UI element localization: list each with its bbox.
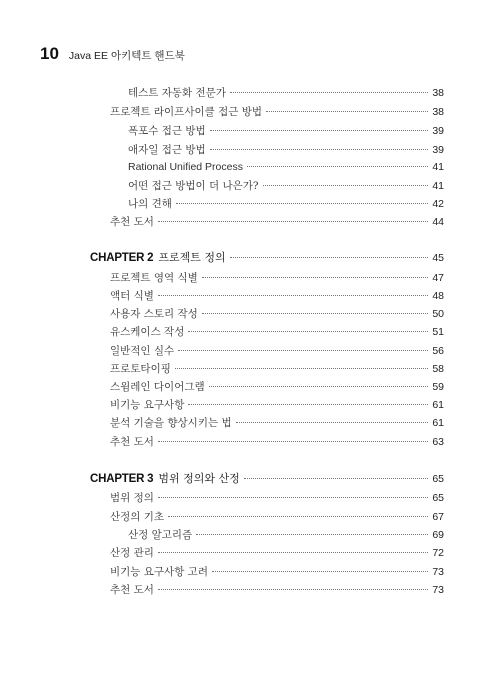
dot-leader bbox=[202, 313, 428, 314]
chapter-title: 프로젝트 정의 bbox=[158, 251, 226, 264]
dot-leader bbox=[176, 203, 428, 204]
toc-entry: 추천 도서 44 bbox=[110, 216, 444, 228]
toc-entry: 사용자 스토리 작성 50 bbox=[110, 308, 444, 320]
toc-page-number: 72 bbox=[432, 547, 444, 559]
toc-entry: 폭포수 접근 방법 39 bbox=[128, 125, 444, 137]
toc-page-number: 69 bbox=[432, 529, 444, 541]
toc-entry: 추천 도서 63 bbox=[110, 436, 444, 448]
toc-entry: 프로젝트 영역 식별 47 bbox=[110, 272, 444, 284]
dot-leader bbox=[158, 441, 428, 442]
dot-leader bbox=[210, 149, 429, 150]
toc-page-number: 59 bbox=[432, 381, 444, 393]
dot-leader bbox=[196, 534, 428, 535]
toc-page-number: 38 bbox=[432, 106, 444, 118]
toc-entry: 애자일 접근 방법 39 bbox=[128, 144, 444, 156]
dot-leader bbox=[230, 92, 428, 93]
toc-entry: Rational Unified Process 41 bbox=[128, 161, 444, 173]
toc-page-number: 38 bbox=[432, 87, 444, 99]
page-header bbox=[40, 44, 185, 64]
toc-entry: 어떤 접근 방법이 더 나은가? 41 bbox=[128, 180, 444, 192]
toc-page-number: 61 bbox=[432, 417, 444, 429]
toc-page-number: 41 bbox=[432, 180, 444, 192]
dot-leader bbox=[202, 277, 428, 278]
book-title: Java EE 아키텍트 핸드북 bbox=[68, 50, 185, 62]
dot-leader bbox=[209, 386, 429, 387]
toc-page-number: 65 bbox=[432, 492, 444, 504]
dot-leader bbox=[263, 185, 429, 186]
dot-leader bbox=[266, 111, 428, 112]
toc-entry: 나의 견해 42 bbox=[128, 198, 444, 210]
toc-entry: 산정의 기초 67 bbox=[110, 511, 444, 523]
dot-leader bbox=[247, 166, 428, 167]
toc-entry: 스윔레인 다이어그램 59 bbox=[110, 381, 444, 393]
toc-page-number: 39 bbox=[432, 144, 444, 156]
toc-page-number: 67 bbox=[432, 511, 444, 523]
toc-entry: 산정 관리 72 bbox=[110, 547, 444, 559]
dot-leader bbox=[175, 368, 428, 369]
toc-entry: 추천 도서 73 bbox=[110, 584, 444, 596]
chapter-title: 범위 정의와 산정 bbox=[158, 472, 240, 485]
toc-page-number: 41 bbox=[432, 161, 444, 173]
toc-entry: 비기능 요구사항 고려 73 bbox=[110, 566, 444, 578]
chapter-heading bbox=[90, 251, 444, 265]
toc-page-number: 58 bbox=[432, 363, 444, 375]
toc-entry: 범위 정의 65 bbox=[110, 492, 444, 504]
chapter-heading bbox=[90, 472, 444, 486]
toc-page-number: 48 bbox=[432, 290, 444, 302]
chapter-number: CHAPTER 2 bbox=[90, 252, 154, 264]
toc-page-number: 45 bbox=[432, 252, 444, 264]
toc-entry: 테스트 자동화 전문가 38 bbox=[128, 87, 444, 99]
toc-entry: 일반적인 실수 56 bbox=[110, 345, 444, 357]
dot-leader bbox=[236, 422, 429, 423]
toc-page-number: 73 bbox=[432, 566, 444, 578]
page-number: 10 bbox=[40, 44, 59, 63]
dot-leader bbox=[188, 404, 428, 405]
dot-leader bbox=[188, 331, 428, 332]
dot-leader bbox=[158, 497, 428, 498]
dot-leader bbox=[178, 350, 428, 351]
toc-page-number: 56 bbox=[432, 345, 444, 357]
chapter-number: CHAPTER 3 bbox=[90, 473, 154, 485]
toc-entry: 프로젝트 라이프사이클 접근 방법 38 bbox=[110, 106, 444, 118]
toc-page-number: 65 bbox=[432, 473, 444, 485]
dot-leader bbox=[168, 516, 428, 517]
dot-leader bbox=[158, 589, 428, 590]
dot-leader bbox=[158, 295, 428, 296]
toc-page-number: 61 bbox=[432, 399, 444, 411]
toc-entry: 유스케이스 작성 51 bbox=[110, 326, 444, 338]
toc-entry: 비기능 요구사항 61 bbox=[110, 399, 444, 411]
toc-page-number: 44 bbox=[432, 216, 444, 228]
toc-entry: 분석 기술을 향상시키는 법 61 bbox=[110, 417, 444, 429]
dot-leader bbox=[244, 478, 429, 479]
toc-page-number: 73 bbox=[432, 584, 444, 596]
toc-page-number: 51 bbox=[432, 326, 444, 338]
toc-entry: 액터 식별 48 bbox=[110, 290, 444, 302]
toc-entry: 산정 알고리즘 69 bbox=[128, 529, 444, 541]
toc-page-number: 39 bbox=[432, 125, 444, 137]
dot-leader bbox=[230, 257, 429, 258]
dot-leader bbox=[210, 130, 429, 131]
toc-entry: 프로토타이핑 58 bbox=[110, 363, 444, 375]
toc-page-number: 42 bbox=[432, 198, 444, 210]
dot-leader bbox=[158, 552, 428, 553]
dot-leader bbox=[212, 571, 428, 572]
dot-leader bbox=[158, 221, 428, 222]
toc-page-number: 50 bbox=[432, 308, 444, 320]
toc-page-number: 63 bbox=[432, 436, 444, 448]
toc-page-number: 47 bbox=[432, 272, 444, 284]
